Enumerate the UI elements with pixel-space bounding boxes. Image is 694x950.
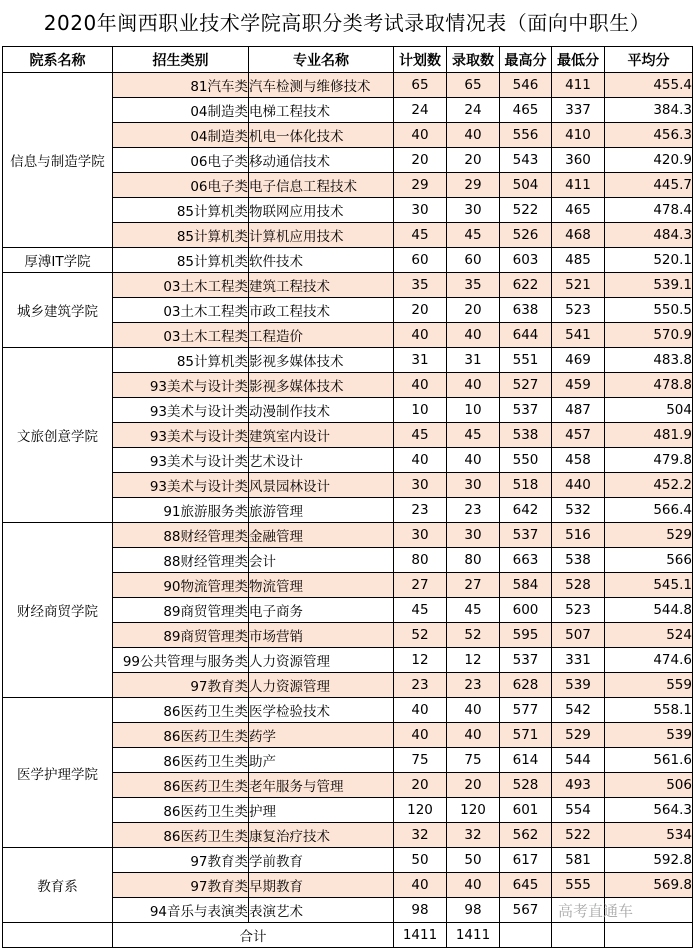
dept-name-cell: 教育系 — [3, 848, 113, 923]
page-title: 2020年闽西职业技术学院高职分类考试录取情况表（面向中职生） — [43, 11, 651, 35]
admitted-count-cell: 98 — [447, 898, 500, 923]
admitted-count-cell: 30 — [447, 198, 500, 223]
avg-score-cell: 534 — [605, 823, 693, 848]
avg-score-cell: 566.4 — [605, 498, 693, 523]
admitted-count-cell: 30 — [447, 473, 500, 498]
major-cell: 动漫制作技术 — [249, 398, 394, 423]
plan-count-cell: 50 — [394, 848, 447, 873]
major-cell: 市场营销 — [249, 623, 394, 648]
avg-score-cell: 474.6 — [605, 648, 693, 673]
category-cell: 91旅游服务类 — [113, 498, 249, 523]
plan-count-cell: 40 — [394, 323, 447, 348]
table-row — [3, 523, 693, 548]
avg-score-cell: 564.3 — [605, 798, 693, 823]
category-cell: 97教育类 — [113, 673, 249, 698]
avg-score-cell: 559 — [605, 673, 693, 698]
avg-score-cell: 483.8 — [605, 348, 693, 373]
plan-count-cell: 40 — [394, 123, 447, 148]
avg-score-cell: 529 — [605, 523, 693, 548]
min-score-cell: 554 — [552, 798, 605, 823]
avg-score-cell: 545.1 — [605, 573, 693, 598]
max-score-cell: 644 — [500, 323, 552, 348]
avg-score-cell: 569.8 — [605, 873, 693, 898]
category-cell: 85计算机类 — [113, 198, 249, 223]
category-cell: 85计算机类 — [113, 223, 249, 248]
min-score-cell: 465 — [552, 198, 605, 223]
major-cell: 风景园林设计 — [249, 473, 394, 498]
plan-count-cell: 32 — [394, 823, 447, 848]
min-score-cell: 542 — [552, 698, 605, 723]
major-cell: 会计 — [249, 548, 394, 573]
min-score-cell: 411 — [552, 73, 605, 98]
min-score-cell: 457 — [552, 423, 605, 448]
plan-count-cell: 45 — [394, 423, 447, 448]
max-score-cell: 600 — [500, 598, 552, 623]
avg-score-cell: 478.8 — [605, 373, 693, 398]
plan-count-cell: 20 — [394, 298, 447, 323]
avg-score-cell: 544.8 — [605, 598, 693, 623]
plan-count-cell: 23 — [394, 673, 447, 698]
category-cell: 86医药卫生类 — [113, 798, 249, 823]
max-score-cell: 642 — [500, 498, 552, 523]
plan-count-cell: 45 — [394, 223, 447, 248]
avg-score-cell: 420.9 — [605, 148, 693, 173]
admitted-count-cell: 120 — [447, 798, 500, 823]
admitted-count-cell: 12 — [447, 648, 500, 673]
major-cell: 金融管理 — [249, 523, 394, 548]
min-score-cell: 410 — [552, 123, 605, 148]
dept-name-cell: 厚溥IT学院 — [3, 248, 113, 273]
admitted-count-cell: 32 — [447, 823, 500, 848]
max-score-cell: 567 — [500, 898, 552, 923]
category-cell: 04制造类 — [113, 123, 249, 148]
plan-count-cell: 40 — [394, 723, 447, 748]
max-score-cell: 601 — [500, 798, 552, 823]
plan-count-cell: 120 — [394, 798, 447, 823]
max-score-cell: 518 — [500, 473, 552, 498]
plan-count-cell: 31 — [394, 348, 447, 373]
table-body — [3, 73, 693, 948]
avg-score-cell: 384.3 — [605, 98, 693, 123]
min-score-cell: 516 — [552, 523, 605, 548]
plan-count-cell: 80 — [394, 548, 447, 573]
total-admitted-cell: 1411 — [447, 923, 500, 948]
category-cell: 93美术与设计类 — [113, 423, 249, 448]
dept-name-cell: 信息与制造学院 — [3, 73, 113, 248]
category-cell: 94音乐与表演类 — [113, 898, 249, 923]
admitted-count-cell: 40 — [447, 373, 500, 398]
avg-score-cell: 445.7 — [605, 173, 693, 198]
admitted-count-cell: 20 — [447, 148, 500, 173]
plan-count-cell: 23 — [394, 498, 447, 523]
category-cell: 93美术与设计类 — [113, 473, 249, 498]
avg-score-cell: 478.4 — [605, 198, 693, 223]
header-plan: 计划数 — [394, 47, 447, 73]
header-dept: 院系名称 — [3, 47, 113, 73]
min-score-cell: 539 — [552, 673, 605, 698]
major-cell: 建筑室内设计 — [249, 423, 394, 448]
category-cell: 86医药卫生类 — [113, 723, 249, 748]
major-cell: 工程造价 — [249, 323, 394, 348]
min-score-cell: 411 — [552, 173, 605, 198]
avg-score-cell: 484.3 — [605, 223, 693, 248]
category-cell: 93美术与设计类 — [113, 373, 249, 398]
category-cell: 81汽车类 — [113, 73, 249, 98]
admitted-count-cell: 30 — [447, 523, 500, 548]
category-cell: 86医药卫生类 — [113, 748, 249, 773]
dept-name-cell: 医学护理学院 — [3, 698, 113, 848]
plan-count-cell: 75 — [394, 748, 447, 773]
category-cell: 99公共管理与服务类 — [113, 648, 249, 673]
min-score-cell — [552, 898, 605, 923]
min-score-cell: 544 — [552, 748, 605, 773]
plan-count-cell: 40 — [394, 448, 447, 473]
admitted-count-cell: 27 — [447, 573, 500, 598]
category-cell: 97教育类 — [113, 848, 249, 873]
major-cell: 机电一体化技术 — [249, 123, 394, 148]
total-row — [3, 923, 693, 948]
max-score-cell: 528 — [500, 773, 552, 798]
major-cell: 计算机应用技术 — [249, 223, 394, 248]
category-cell: 89商贸管理类 — [113, 598, 249, 623]
plan-count-cell: 30 — [394, 198, 447, 223]
admitted-count-cell: 29 — [447, 173, 500, 198]
min-score-cell: 487 — [552, 398, 605, 423]
category-cell: 85计算机类 — [113, 348, 249, 373]
admitted-count-cell: 50 — [447, 848, 500, 873]
admitted-count-cell: 45 — [447, 598, 500, 623]
max-score-cell: 595 — [500, 623, 552, 648]
admitted-count-cell: 40 — [447, 723, 500, 748]
min-score-cell: 532 — [552, 498, 605, 523]
max-score-cell: 526 — [500, 223, 552, 248]
avg-score-cell: 524 — [605, 623, 693, 648]
max-score-cell: 622 — [500, 273, 552, 298]
max-score-cell: 584 — [500, 573, 552, 598]
plan-count-cell: 35 — [394, 273, 447, 298]
min-score-cell: 493 — [552, 773, 605, 798]
avg-score-cell: 570.9 — [605, 323, 693, 348]
major-cell: 旅游管理 — [249, 498, 394, 523]
plan-count-cell: 20 — [394, 148, 447, 173]
header-admitted: 录取数 — [447, 47, 500, 73]
category-cell: 04制造类 — [113, 98, 249, 123]
min-score-cell: 528 — [552, 573, 605, 598]
admitted-count-cell: 24 — [447, 98, 500, 123]
table-row — [3, 273, 693, 298]
admitted-count-cell: 20 — [447, 298, 500, 323]
max-score-cell: 537 — [500, 398, 552, 423]
min-score-cell: 541 — [552, 323, 605, 348]
avg-score-cell: 506 — [605, 773, 693, 798]
max-score-cell: 550 — [500, 448, 552, 473]
header-min-score: 最低分 — [552, 47, 605, 73]
total-label: 合计 — [113, 923, 394, 948]
max-score-cell: 628 — [500, 673, 552, 698]
major-cell: 医学检验技术 — [249, 698, 394, 723]
min-score-cell: 581 — [552, 848, 605, 873]
category-cell: 90物流管理类 — [113, 573, 249, 598]
max-score-cell: 562 — [500, 823, 552, 848]
major-cell: 康复治疗技术 — [249, 823, 394, 848]
major-cell: 早期教育 — [249, 873, 394, 898]
admitted-count-cell: 60 — [447, 248, 500, 273]
plan-count-cell: 40 — [394, 698, 447, 723]
major-cell: 艺术设计 — [249, 448, 394, 473]
max-score-cell: 465 — [500, 98, 552, 123]
major-cell: 学前教育 — [249, 848, 394, 873]
plan-count-cell: 30 — [394, 523, 447, 548]
min-score-cell: 507 — [552, 623, 605, 648]
plan-count-cell: 40 — [394, 873, 447, 898]
max-score-cell: 614 — [500, 748, 552, 773]
major-cell: 护理 — [249, 798, 394, 823]
major-cell: 软件技术 — [249, 248, 394, 273]
admitted-count-cell: 31 — [447, 348, 500, 373]
category-cell: 03土木工程类 — [113, 298, 249, 323]
total-blank-cell — [552, 923, 605, 948]
major-cell: 影视多媒体技术 — [249, 348, 394, 373]
max-score-cell: 543 — [500, 148, 552, 173]
admitted-count-cell: 35 — [447, 273, 500, 298]
min-score-cell: 459 — [552, 373, 605, 398]
avg-score-cell: 592.8 — [605, 848, 693, 873]
plan-count-cell: 52 — [394, 623, 447, 648]
category-cell: 03土木工程类 — [113, 273, 249, 298]
category-cell: 93美术与设计类 — [113, 398, 249, 423]
header-max-score: 最高分 — [500, 47, 552, 73]
major-cell: 药学 — [249, 723, 394, 748]
max-score-cell: 522 — [500, 198, 552, 223]
min-score-cell: 538 — [552, 548, 605, 573]
major-cell: 物流管理 — [249, 573, 394, 598]
admitted-count-cell: 45 — [447, 423, 500, 448]
admitted-count-cell: 10 — [447, 398, 500, 423]
dept-name-cell: 财经商贸学院 — [3, 523, 113, 698]
max-score-cell: 603 — [500, 248, 552, 273]
dept-name-cell: 城乡建筑学院 — [3, 273, 113, 348]
major-cell: 汽车检测与维修技术 — [249, 73, 394, 98]
max-score-cell: 537 — [500, 648, 552, 673]
min-score-cell: 337 — [552, 98, 605, 123]
max-score-cell: 645 — [500, 873, 552, 898]
total-blank-cell — [605, 923, 693, 948]
admission-table — [2, 46, 693, 948]
avg-score-cell: 520.1 — [605, 248, 693, 273]
plan-count-cell: 27 — [394, 573, 447, 598]
plan-count-cell: 10 — [394, 398, 447, 423]
avg-score-cell: 481.9 — [605, 423, 693, 448]
major-cell: 电子商务 — [249, 598, 394, 623]
plan-count-cell: 40 — [394, 373, 447, 398]
total-blank-cell — [500, 923, 552, 948]
major-cell: 影视多媒体技术 — [249, 373, 394, 398]
admitted-count-cell: 40 — [447, 448, 500, 473]
admitted-count-cell: 40 — [447, 873, 500, 898]
category-cell: 86医药卫生类 — [113, 698, 249, 723]
admitted-count-cell: 65 — [447, 73, 500, 98]
min-score-cell: 522 — [552, 823, 605, 848]
total-blank-cell — [3, 923, 113, 948]
max-score-cell: 527 — [500, 373, 552, 398]
category-cell: 89商贸管理类 — [113, 623, 249, 648]
admitted-count-cell: 40 — [447, 698, 500, 723]
plan-count-cell: 45 — [394, 598, 447, 623]
max-score-cell: 577 — [500, 698, 552, 723]
table-row — [3, 698, 693, 723]
max-score-cell: 617 — [500, 848, 552, 873]
category-cell: 93美术与设计类 — [113, 448, 249, 473]
min-score-cell: 485 — [552, 248, 605, 273]
max-score-cell: 546 — [500, 73, 552, 98]
avg-score-cell: 539 — [605, 723, 693, 748]
avg-score-cell: 566 — [605, 548, 693, 573]
avg-score-cell: 452.2 — [605, 473, 693, 498]
avg-score-cell: 539.1 — [605, 273, 693, 298]
min-score-cell: 458 — [552, 448, 605, 473]
min-score-cell: 468 — [552, 223, 605, 248]
plan-count-cell: 60 — [394, 248, 447, 273]
admitted-count-cell: 23 — [447, 673, 500, 698]
min-score-cell: 469 — [552, 348, 605, 373]
min-score-cell: 440 — [552, 473, 605, 498]
min-score-cell: 555 — [552, 873, 605, 898]
max-score-cell: 538 — [500, 423, 552, 448]
avg-score-cell: 561.6 — [605, 748, 693, 773]
plan-count-cell: 29 — [394, 173, 447, 198]
dept-name-cell: 文旅创意学院 — [3, 348, 113, 523]
max-score-cell: 551 — [500, 348, 552, 373]
header-major: 专业名称 — [249, 47, 394, 73]
avg-score-cell: 504 — [605, 398, 693, 423]
max-score-cell: 537 — [500, 523, 552, 548]
watermark: 高考直通车 — [558, 902, 634, 920]
major-cell: 表演艺术 — [249, 898, 394, 923]
category-cell: 85计算机类 — [113, 248, 249, 273]
major-cell: 助产 — [249, 748, 394, 773]
table-row — [3, 348, 693, 373]
max-score-cell: 556 — [500, 123, 552, 148]
avg-score-cell: 456.3 — [605, 123, 693, 148]
header-row — [3, 47, 693, 73]
min-score-cell: 523 — [552, 598, 605, 623]
admitted-count-cell: 40 — [447, 323, 500, 348]
admitted-count-cell: 20 — [447, 773, 500, 798]
category-cell: 06电子类 — [113, 148, 249, 173]
major-cell: 市政工程技术 — [249, 298, 394, 323]
table-row — [3, 848, 693, 873]
total-plan-cell: 1411 — [394, 923, 447, 948]
major-cell: 老年服务与管理 — [249, 773, 394, 798]
major-cell: 电梯工程技术 — [249, 98, 394, 123]
avg-score-cell — [605, 898, 693, 923]
category-cell: 06电子类 — [113, 173, 249, 198]
max-score-cell: 638 — [500, 298, 552, 323]
max-score-cell: 504 — [500, 173, 552, 198]
plan-count-cell: 20 — [394, 773, 447, 798]
header-avg-score: 平均分 — [605, 47, 693, 73]
category-cell: 03土木工程类 — [113, 323, 249, 348]
major-cell: 人力资源管理 — [249, 673, 394, 698]
avg-score-cell: 455.4 — [605, 73, 693, 98]
admitted-count-cell: 45 — [447, 223, 500, 248]
max-score-cell: 571 — [500, 723, 552, 748]
major-cell: 物联网应用技术 — [249, 198, 394, 223]
plan-count-cell: 98 — [394, 898, 447, 923]
major-cell: 建筑工程技术 — [249, 273, 394, 298]
major-cell: 移动通信技术 — [249, 148, 394, 173]
avg-score-cell: 479.8 — [605, 448, 693, 473]
plan-count-cell: 12 — [394, 648, 447, 673]
min-score-cell: 521 — [552, 273, 605, 298]
admitted-count-cell: 80 — [447, 548, 500, 573]
category-cell: 86医药卫生类 — [113, 773, 249, 798]
major-cell: 人力资源管理 — [249, 648, 394, 673]
min-score-cell: 529 — [552, 723, 605, 748]
min-score-cell: 331 — [552, 648, 605, 673]
category-cell: 86医药卫生类 — [113, 823, 249, 848]
avg-score-cell: 558.1 — [605, 698, 693, 723]
plan-count-cell: 65 — [394, 73, 447, 98]
plan-count-cell: 24 — [394, 98, 447, 123]
min-score-cell: 523 — [552, 298, 605, 323]
max-score-cell: 663 — [500, 548, 552, 573]
min-score-cell: 360 — [552, 148, 605, 173]
category-cell: 97教育类 — [113, 873, 249, 898]
admitted-count-cell: 52 — [447, 623, 500, 648]
table-row — [3, 248, 693, 273]
plan-count-cell: 30 — [394, 473, 447, 498]
header-category: 招生类别 — [113, 47, 249, 73]
avg-score-cell: 550.5 — [605, 298, 693, 323]
table-row — [3, 73, 693, 98]
admitted-count-cell: 40 — [447, 123, 500, 148]
major-cell: 电子信息工程技术 — [249, 173, 394, 198]
category-cell: 88财经管理类 — [113, 523, 249, 548]
category-cell: 88财经管理类 — [113, 548, 249, 573]
admitted-count-cell: 75 — [447, 748, 500, 773]
admitted-count-cell: 23 — [447, 498, 500, 523]
